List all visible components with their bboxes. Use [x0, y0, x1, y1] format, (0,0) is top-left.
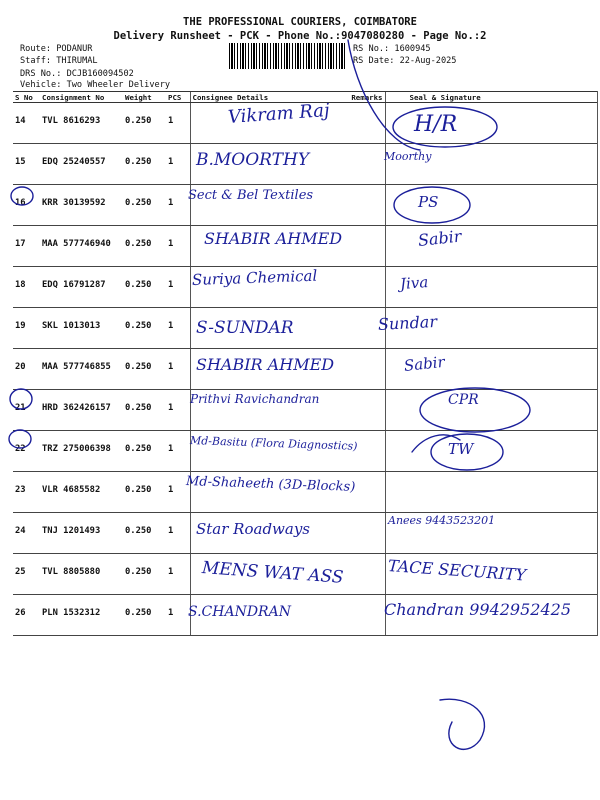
weight-cell: 0.250	[123, 144, 166, 185]
pcs-cell: 1	[166, 390, 190, 431]
pcs-cell: 1	[166, 267, 190, 308]
page-initial-mark	[440, 699, 484, 749]
sno-cell: 18	[13, 267, 40, 308]
consignee-handwriting: B.MOORTHY	[196, 150, 310, 170]
pcs-cell: 1	[166, 472, 190, 513]
signature-handwriting: Jiva	[399, 273, 429, 293]
remarks-cell	[345, 554, 385, 595]
consignee-handwriting: Md-Basitu (Flora Diagnostics)	[189, 434, 358, 453]
vehicle-label: Vehicle: Two Wheeler Delivery	[20, 80, 171, 90]
signature-handwriting: PS	[418, 193, 439, 211]
consignment-no-cell: TVL 8616293	[40, 103, 123, 144]
consignee-handwriting: SHABIR AHMED	[196, 355, 335, 374]
consignment-no-cell: TNJ 1201493	[40, 513, 123, 554]
signature-handwriting: Sundar	[377, 311, 438, 334]
weight-cell: 0.250	[123, 390, 166, 431]
weight-cell: 0.250	[123, 308, 166, 349]
consignment-no-cell: EDQ 16791287	[40, 267, 123, 308]
signature-handwriting: CPR	[448, 392, 479, 408]
consignee-handwriting: SHABIR AHMED	[204, 229, 343, 248]
signature-handwriting: Moorthy	[384, 150, 432, 163]
consignment-no-cell: EDQ 25240557	[40, 144, 123, 185]
pcs-cell: 1	[166, 349, 190, 390]
sno-cell: 26	[13, 595, 40, 636]
consignee-handwriting: MENS WAT ASS	[201, 558, 345, 588]
weight-cell: 0.250	[123, 554, 166, 595]
remarks-cell	[345, 267, 385, 308]
weight-cell: 0.250	[123, 185, 166, 226]
signature-cell	[385, 390, 598, 431]
consignment-no-cell: HRD 362426157	[40, 390, 123, 431]
sno-cell: 23	[13, 472, 40, 513]
weight-cell: 0.250	[123, 595, 166, 636]
pcs-cell: 1	[166, 103, 190, 144]
weight-cell: 0.250	[123, 226, 166, 267]
consignee-handwriting: S-SUNDAR	[196, 318, 294, 338]
pcs-cell: 1	[166, 144, 190, 185]
consignee-handwriting: Vikram Raj	[227, 99, 331, 128]
pcs-cell: 1	[166, 185, 190, 226]
weight-cell: 0.250	[123, 472, 166, 513]
signature-handwriting: Anees 9443523201	[388, 514, 496, 527]
consignee-handwriting: Suriya Chemical	[191, 266, 318, 289]
col-sno: S No	[13, 92, 40, 103]
signature-handwriting: Chandran 9942952425	[384, 600, 572, 619]
drs-number: DRS No.: DCJB160094502	[20, 69, 134, 79]
sno-cell: 19	[13, 308, 40, 349]
remarks-cell	[345, 390, 385, 431]
signature-cell	[385, 185, 598, 226]
signature-handwriting: H/R	[414, 112, 458, 137]
sno-cell: 24	[13, 513, 40, 554]
route-label: Route: PODANUR	[20, 44, 93, 54]
remarks-cell	[345, 144, 385, 185]
signature-handwriting: Sabir	[417, 226, 463, 250]
sno-cell: 17	[13, 226, 40, 267]
remarks-cell	[345, 226, 385, 267]
pcs-cell: 1	[166, 595, 190, 636]
col-pcs: PCS	[166, 92, 190, 103]
weight-cell: 0.250	[123, 431, 166, 472]
sno-cell: 25	[13, 554, 40, 595]
pcs-cell: 1	[166, 226, 190, 267]
staff-label: Staff: THIRUMAL	[20, 56, 98, 66]
consignment-no-cell: TRZ 275006398	[40, 431, 123, 472]
table-row	[13, 308, 598, 349]
consignee-handwriting: Md-Shaheeth (3D-Blocks)	[185, 474, 356, 495]
signature-cell	[385, 431, 598, 472]
pcs-cell: 1	[166, 431, 190, 472]
remarks-cell	[345, 103, 385, 144]
col-remarks: Remarks	[345, 92, 385, 103]
pcs-cell: 1	[166, 554, 190, 595]
remarks-cell	[345, 513, 385, 554]
weight-cell: 0.250	[123, 513, 166, 554]
consignment-no-cell: SKL 1013013	[40, 308, 123, 349]
signature-handwriting: TW	[448, 440, 474, 458]
signature-handwriting: TACE SECURITY	[387, 556, 527, 585]
consignee-handwriting: Sect & Bel Textiles	[188, 188, 314, 203]
consignee-handwriting: Prithvi Ravichandran	[190, 392, 320, 406]
weight-cell: 0.250	[123, 267, 166, 308]
consignment-no-cell: TVL 8805880	[40, 554, 123, 595]
consignment-no-cell: MAA 577746855	[40, 349, 123, 390]
sno-cell: 21	[13, 390, 40, 431]
rs-number: RS No.: 1600945	[353, 44, 431, 54]
col-weight: Weight	[123, 92, 166, 103]
sno-cell: 16	[13, 185, 40, 226]
remarks-cell	[345, 349, 385, 390]
consignee-handwriting: S.CHANDRAN	[188, 604, 291, 620]
col-consignee: Consignee Details	[190, 92, 345, 103]
consignment-no-cell: VLR 4685582	[40, 472, 123, 513]
sno-cell: 20	[13, 349, 40, 390]
remarks-cell	[345, 595, 385, 636]
pcs-cell: 1	[166, 513, 190, 554]
company-title: THE PROFESSIONAL COURIERS, COIMBATORE	[183, 16, 417, 28]
signature-cell	[385, 472, 598, 513]
rs-date: RS Date: 22-Aug-2025	[353, 56, 457, 66]
remarks-cell	[345, 185, 385, 226]
weight-cell: 0.250	[123, 103, 166, 144]
consignee-handwriting: Star Roadways	[196, 520, 311, 538]
col-consignment: Consignment No	[40, 92, 123, 103]
col-signature: Seal & Signature	[385, 92, 598, 103]
pcs-cell: 1	[166, 308, 190, 349]
sno-cell: 15	[13, 144, 40, 185]
runsheet-subtitle: Delivery Runsheet - PCK - Phone No.:9047080280 - Page No.:2	[113, 30, 487, 42]
sno-cell: 22	[13, 431, 40, 472]
signature-handwriting: Sabir	[403, 352, 446, 375]
weight-cell: 0.250	[123, 349, 166, 390]
consignment-no-cell: MAA 577746940	[40, 226, 123, 267]
consignment-no-cell: PLN 1532312	[40, 595, 123, 636]
consignment-no-cell: KRR 30139592	[40, 185, 123, 226]
barcode	[229, 43, 347, 69]
sno-cell: 14	[13, 103, 40, 144]
